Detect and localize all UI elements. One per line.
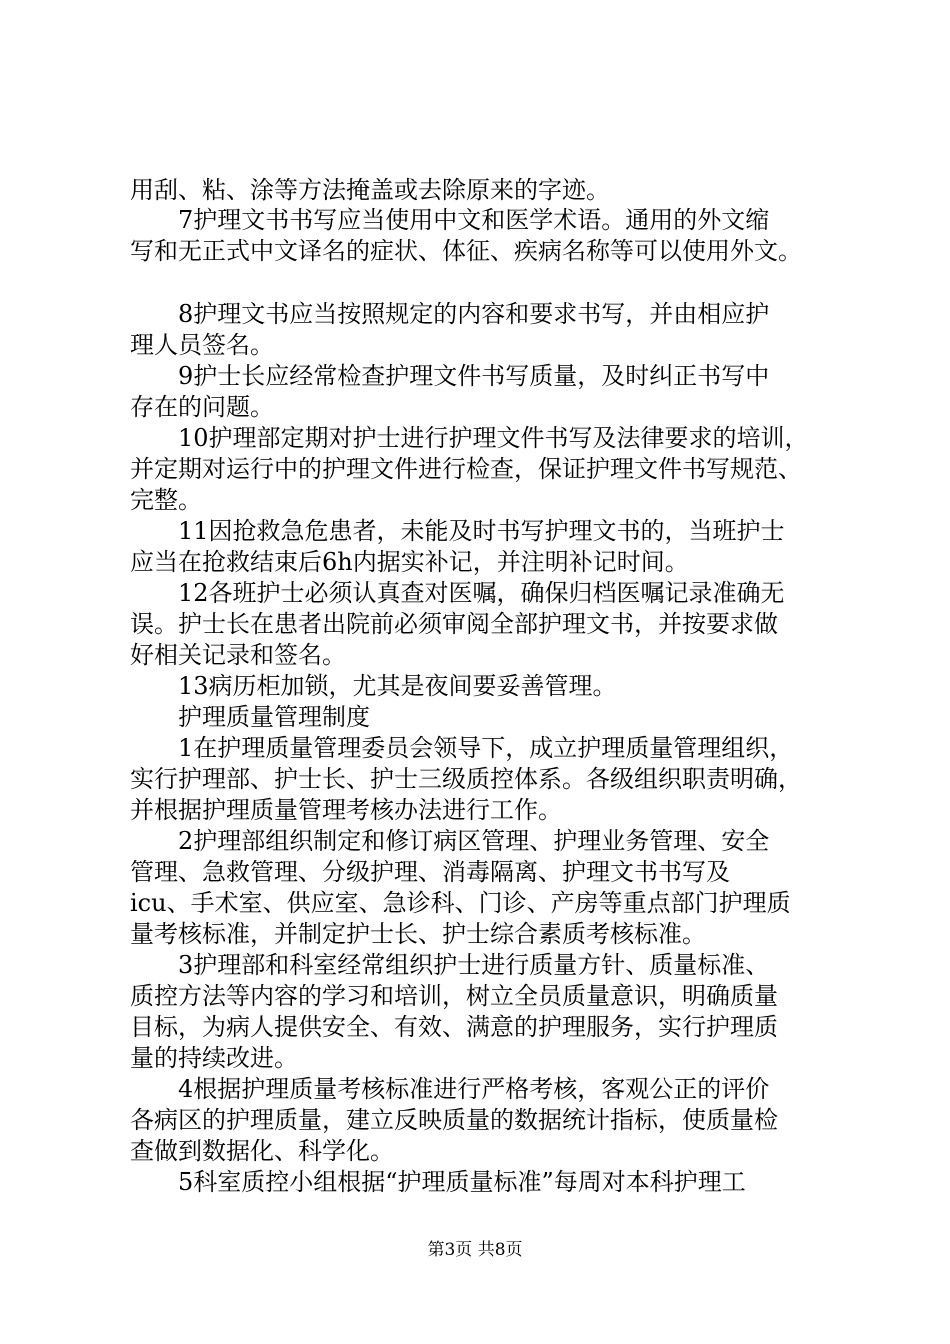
text-line: 完整。 <box>130 486 202 514</box>
text-line: 10护理部定期对护士进行护理文件书写及法律要求的培训， <box>178 424 809 452</box>
text-line: 13病历柜加锁，尤其是夜间要妥善管理。 <box>178 672 617 700</box>
text-line: 质控方法等内容的学习和培训，树立全员质量意识，明确质量 <box>130 982 778 1010</box>
text-line: 9护士长应经常检查护理文件书写质量，及时纠正书写中 <box>178 362 770 390</box>
text-line: 并根据护理质量管理考核办法进行工作。 <box>130 796 562 824</box>
text-line: 应当在抢救结束后6h内据实补记，并注明补记时间。 <box>130 548 689 576</box>
text-line: 存在的问题。 <box>130 393 274 421</box>
text-line: 7护理文书书写应当使用中文和医学术语。通用的外文缩 <box>178 206 770 234</box>
text-line: 实行护理部、护士长、护士三级质控体系。各级组织职责明确， <box>130 765 802 793</box>
text-line: 1在护理质量管理委员会领导下，成立护理质量管理组织， <box>178 734 794 762</box>
text-line: 量考核标准，并制定护士长、护士综合素质考核标准。 <box>130 920 706 948</box>
text-line: 管理、急救管理、分级护理、消毒隔离、护理文书书写及 <box>130 858 730 886</box>
text-line: 11因抢救急危患者，未能及时书写护理文书的，当班护士 <box>178 517 785 545</box>
text-line: 误。护士长在患者出院前必须审阅全部护理文书，并按要求做 <box>130 610 778 638</box>
text-line: 查做到数据化、科学化。 <box>130 1137 394 1165</box>
text-line: 用刮、粘、涂等方法掩盖或去除原来的字迹。 <box>130 176 610 204</box>
text-line: 好相关记录和签名。 <box>130 641 346 669</box>
text-line: 12各班护士必须认真查对医嘱，确保归档医嘱记录准确无 <box>178 579 785 607</box>
text-line: 3护理部和科室经常组织护士进行质量方针、质量标准、 <box>178 951 770 979</box>
text-line: 4根据护理质量考核标准进行严格考核，客观公正的评价 <box>178 1075 770 1103</box>
text-line: 理人员签名。 <box>130 331 274 359</box>
text-line: 8护理文书应当按照规定的内容和要求书写，并由相应护 <box>178 300 770 328</box>
text-line: 量的持续改进。 <box>130 1044 298 1072</box>
text-line: 2护理部组织制定和修订病区管理、护理业务管理、安全 <box>178 827 770 855</box>
text-line: 各病区的护理质量，建立反映质量的数据统计指标，使质量检 <box>130 1106 778 1134</box>
page-number: 第3页 共8页 <box>427 1240 523 1260</box>
text-line: 5科室质控小组根据“护理质量标准”每周对本科护理工 <box>178 1168 746 1196</box>
text-line: 目标，为病人提供安全、有效、满意的护理服务，实行护理质 <box>130 1013 778 1041</box>
section-heading: 护理质量管理制度 <box>178 703 370 731</box>
text-line: 并定期对运行中的护理文件进行检查，保证护理文件书写规范、 <box>130 455 802 483</box>
text-line: 写和无正式中文译名的症状、体征、疾病名称等可以使用外文。 <box>130 237 802 265</box>
text-line: icu、手术室、供应室、急诊科、门诊、产房等重点部门护理质 <box>130 889 791 917</box>
